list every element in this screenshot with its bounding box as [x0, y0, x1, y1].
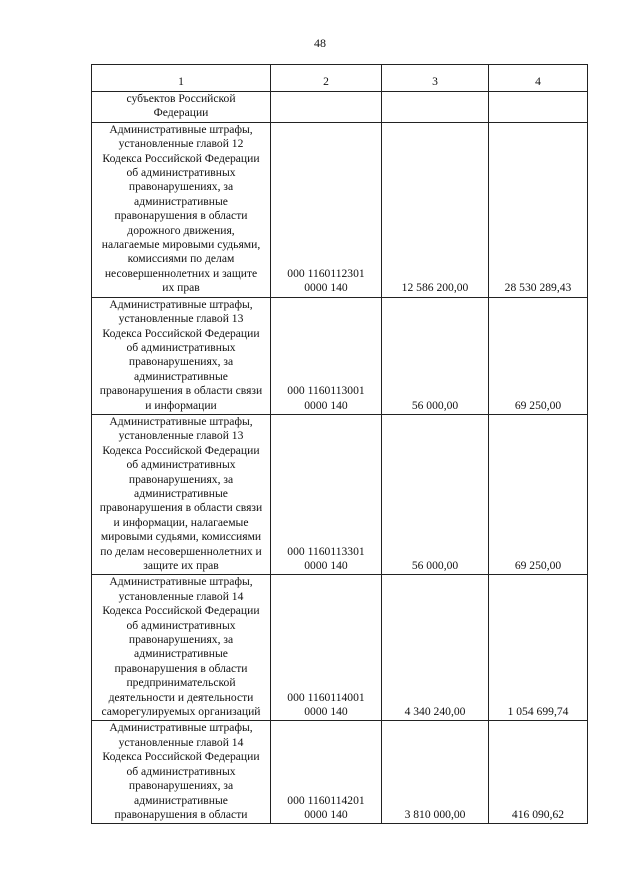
- row-description-text: Административные штрафы, установленные главой 13 Кодекса Российской Федерации об административных правонарушениях, за административные правонарушения в области связи и информации, налагаемые мировыми судьями, комиссиями по делам несовершеннолетних и защите их прав: [99, 414, 263, 572]
- row-description-text: субъектов Российской Федерации: [126, 92, 236, 120]
- table-row: [92, 297, 588, 414]
- row-code: [271, 414, 382, 574]
- row-code-text: 000 1160113301 0000 140: [287, 544, 365, 572]
- row-code-text: 000 1160113001 0000 140: [287, 384, 365, 412]
- table-row: [92, 721, 588, 824]
- table-row: [92, 414, 588, 574]
- column-header-1: 1: [92, 65, 271, 92]
- row-value-4: 1 054 699,74: [489, 575, 588, 721]
- row-description: [92, 122, 271, 297]
- row-description: [92, 297, 271, 414]
- row-value-3: 56 000,00: [382, 414, 489, 574]
- row-value-4: 416 090,62: [489, 721, 588, 824]
- row-code-text: 000 1160114001 0000 140: [287, 690, 365, 719]
- row-code-text: 000 1160112301 0000 140: [287, 266, 365, 295]
- row-value-3: [382, 92, 489, 123]
- column-header-2: 2: [271, 65, 382, 92]
- row-value-4: [489, 92, 588, 123]
- row-code: [271, 575, 382, 721]
- row-value-3: 3 810 000,00: [382, 721, 489, 824]
- table-row: [92, 92, 588, 123]
- row-description: [92, 575, 271, 721]
- row-description-text: Административные штрафы, установленные главой 12 Кодекса Российской Федерации об административных правонарушениях, за административные правонарушения в области дорожного движения, налагаемые мировыми судьями, комиссиями по делам несовершеннолетних и защите их прав: [101, 122, 261, 295]
- row-description: [92, 92, 271, 123]
- row-value-3: 12 586 200,00: [382, 122, 489, 297]
- budget-table: [91, 64, 588, 824]
- table-row: [92, 575, 588, 721]
- row-value-4: 28 530 289,43: [489, 122, 588, 297]
- row-description-text: Административные штрафы, установленные главой 13 Кодекса Российской Федерации об административных правонарушениях, за административные правонарушения в области связи и информации: [99, 297, 263, 412]
- row-value-3: 4 340 240,00: [382, 575, 489, 721]
- table-row: [92, 122, 588, 297]
- row-value-4: 69 250,00: [489, 297, 588, 414]
- row-value-3: 56 000,00: [382, 297, 489, 414]
- row-description: [92, 721, 271, 824]
- page-number: 48: [314, 36, 326, 50]
- table-header-row: [92, 65, 588, 92]
- column-header-4: 4: [489, 65, 588, 92]
- row-code: [271, 92, 382, 123]
- row-description-text: Административные штрафы, установленные главой 14 Кодекса Российской Федерации об административных правонарушениях, за административные правонарушения в области: [102, 721, 260, 821]
- column-header-3: 3: [382, 65, 489, 92]
- row-description: [92, 414, 271, 574]
- row-code: [271, 721, 382, 824]
- row-value-4: 69 250,00: [489, 414, 588, 574]
- row-code: [271, 297, 382, 414]
- row-code: [271, 122, 382, 297]
- row-description-text: Административные штрафы, установленные главой 14 Кодекса Российской Федерации об административных правонарушениях, за административные правонарушения в области предпринимательской деятельности и деятельности саморегулируемых организаций: [101, 575, 261, 719]
- row-code-text: 000 1160114201 0000 140: [287, 793, 365, 821]
